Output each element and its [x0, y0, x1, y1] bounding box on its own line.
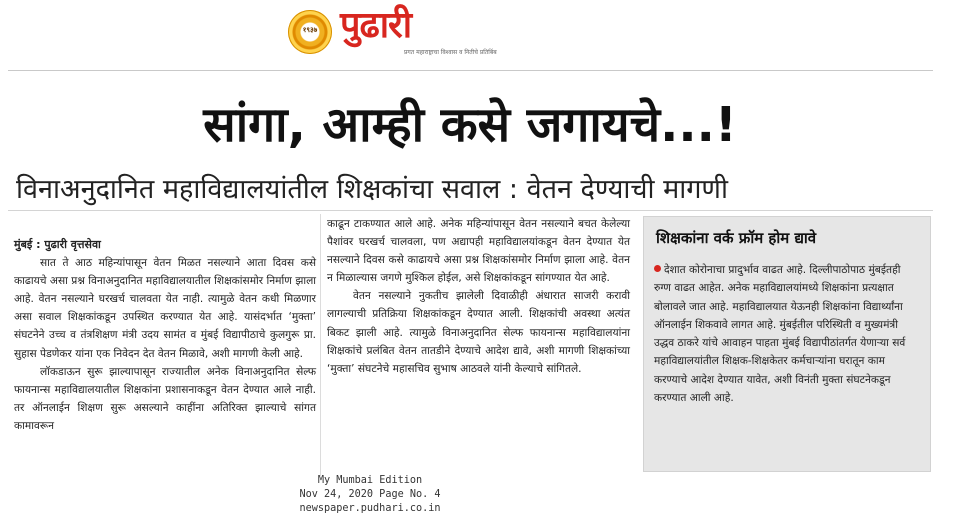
footer-date-page: Nov 24, 2020 Page No. 4 — [299, 489, 441, 500]
seal-year: १९३७ — [302, 26, 318, 34]
footer-edition: My Mumbai Edition — [317, 475, 423, 486]
top-divider — [8, 70, 933, 71]
masthead — [0, 4, 965, 58]
newspaper-logo: पुढारी — [340, 5, 412, 46]
logo-tagline: प्रगत महाराष्ट्राचा विश्वास व नितीचे प्रतिबिंब — [404, 49, 497, 56]
article-paragraph: सात ते आठ महिन्यांपासून वेतन मिळत नसल्याने आता दिवस कसे काढायचे असा प्रश्न विनाअनुदानित महाविद्यालयातील शिक्षकांसमोर निर्माण झाला आहे. वेतन नसल्याने घरखर्च चालवता येत नाही. त्यामुळे वेतन कधी मिळणार असा सवाल शिक्षकांकडून उपस्थित करण्यात येत आहे. यासंदर्भात ‘मुक्ता’ संघटनेने उच्च व तंत्रशिक्षण मंत्री उदय सामंत व मुंबई विद्यापीठाचे कुलगुरू प्रा. सुहास पेडणेकर यांना एक निवेदन देत वेतन मिळावे, अशी मागणी केली आहे. — [14, 257, 316, 360]
emblem-seal-icon — [288, 10, 332, 54]
sidebar-title: शिक्षकांना वर्क फ्रॉम होम द्यावे — [656, 229, 817, 247]
subhead-divider — [8, 210, 933, 211]
article-column-2 — [327, 215, 630, 378]
column-divider — [320, 214, 321, 476]
article-paragraph: वेतन नसल्याने नुकतीच झालेली दिवाळीही अंधारात साजरी करावी लागल्याची प्रतिक्रिया शिक्षकांकडून देण्यात आली. शिक्षकांची अवस्था अत्यंत बिकट झाली आहे. त्यामुळे विनाअनुदानित सेल्फ फायनान्स महाविद्यालयांना शिक्षकांचे प्रलंबित वेतन तातडीने देण्याचे आदेश द्यावे, अशी मागणी शिक्षकांच्या ‘मुक्ता’ संघटनेचे महासचिव सुभाष आठवले यांनी केल्याचे सांगितले. — [327, 290, 630, 375]
sidebar-body — [654, 261, 920, 407]
footer-site: newspaper.pudhari.co.in — [299, 503, 441, 514]
subheadline: विनाअनुदानित महाविद्यालयांतील शिक्षकांचा सवाल : वेतन देण्याची मागणी — [16, 174, 728, 205]
headline: सांगा, आम्ही कसे जगायचे...! — [203, 97, 737, 153]
red-bullet-icon — [654, 265, 661, 272]
article-paragraph: काढून टाकण्यात आले आहे. अनेक महिन्यांपासून वेतन नसल्याने बचत केलेल्या पैशांवर घरखर्च चालवला, पण अद्यापही महाविद्यालयांकडून वेतन देण्यात येत नसल्याने दिवस कसे काढायचे असा प्रश्न शिक्षकांसमोर निर्माण झाला आहे. वेतन न मिळाल्यास जगणे मुश्किल होईल, असे शिक्षकांकडून सांगण्यात येत आहे. — [327, 218, 630, 285]
article-column-1 — [14, 236, 316, 435]
sidebar-box — [643, 216, 931, 472]
dateline: मुंबई : पुढारी वृत्तसेवा — [14, 238, 101, 251]
sidebar-text: देशात कोरोनाचा प्रादुर्भाव वाढत आहे. दिल्लीपाठोपाठ मुंबईतही रुग्ण वाढत आहेत. अनेक महाविद्यालयांमध्ये शिक्षकांना प्रत्यक्षात बोलावले जात आहे. महाविद्यालयात येऊनही शिक्षकांना विद्यार्थ्यांना ऑनलाईन शिकवावे लागत आहे. मुंबईतील परिस्थिती व मुख्यमंत्री उद्धव ठाकरे यांचे आवाहन पाहता मुंबई विद्यापीठांतर्गत येणाऱ्या सर्व महाविद्यालयांतील शिक्षक-शिक्षकेतर कर्मचाऱ्यांना घरातून काम करण्याचे आदेश देण्यात यावेत, अशी विनंती मुक्ता संघटनेकडून करण्यात आली आहे. — [654, 264, 906, 405]
page-footer — [250, 474, 490, 516]
article-paragraph: लॉकडाऊन सुरू झाल्यापासून राज्यातील अनेक विनाअनुदानित सेल्फ फायनान्स महाविद्यालयातील शिक्षकांना प्रशासनाकडून वेतन देण्यात आले नाही. तर ऑनलाईन शिक्षण सुरू असल्याने काहींना अतिरिक्त झाल्याचे सांगत कामावरून — [14, 365, 316, 432]
